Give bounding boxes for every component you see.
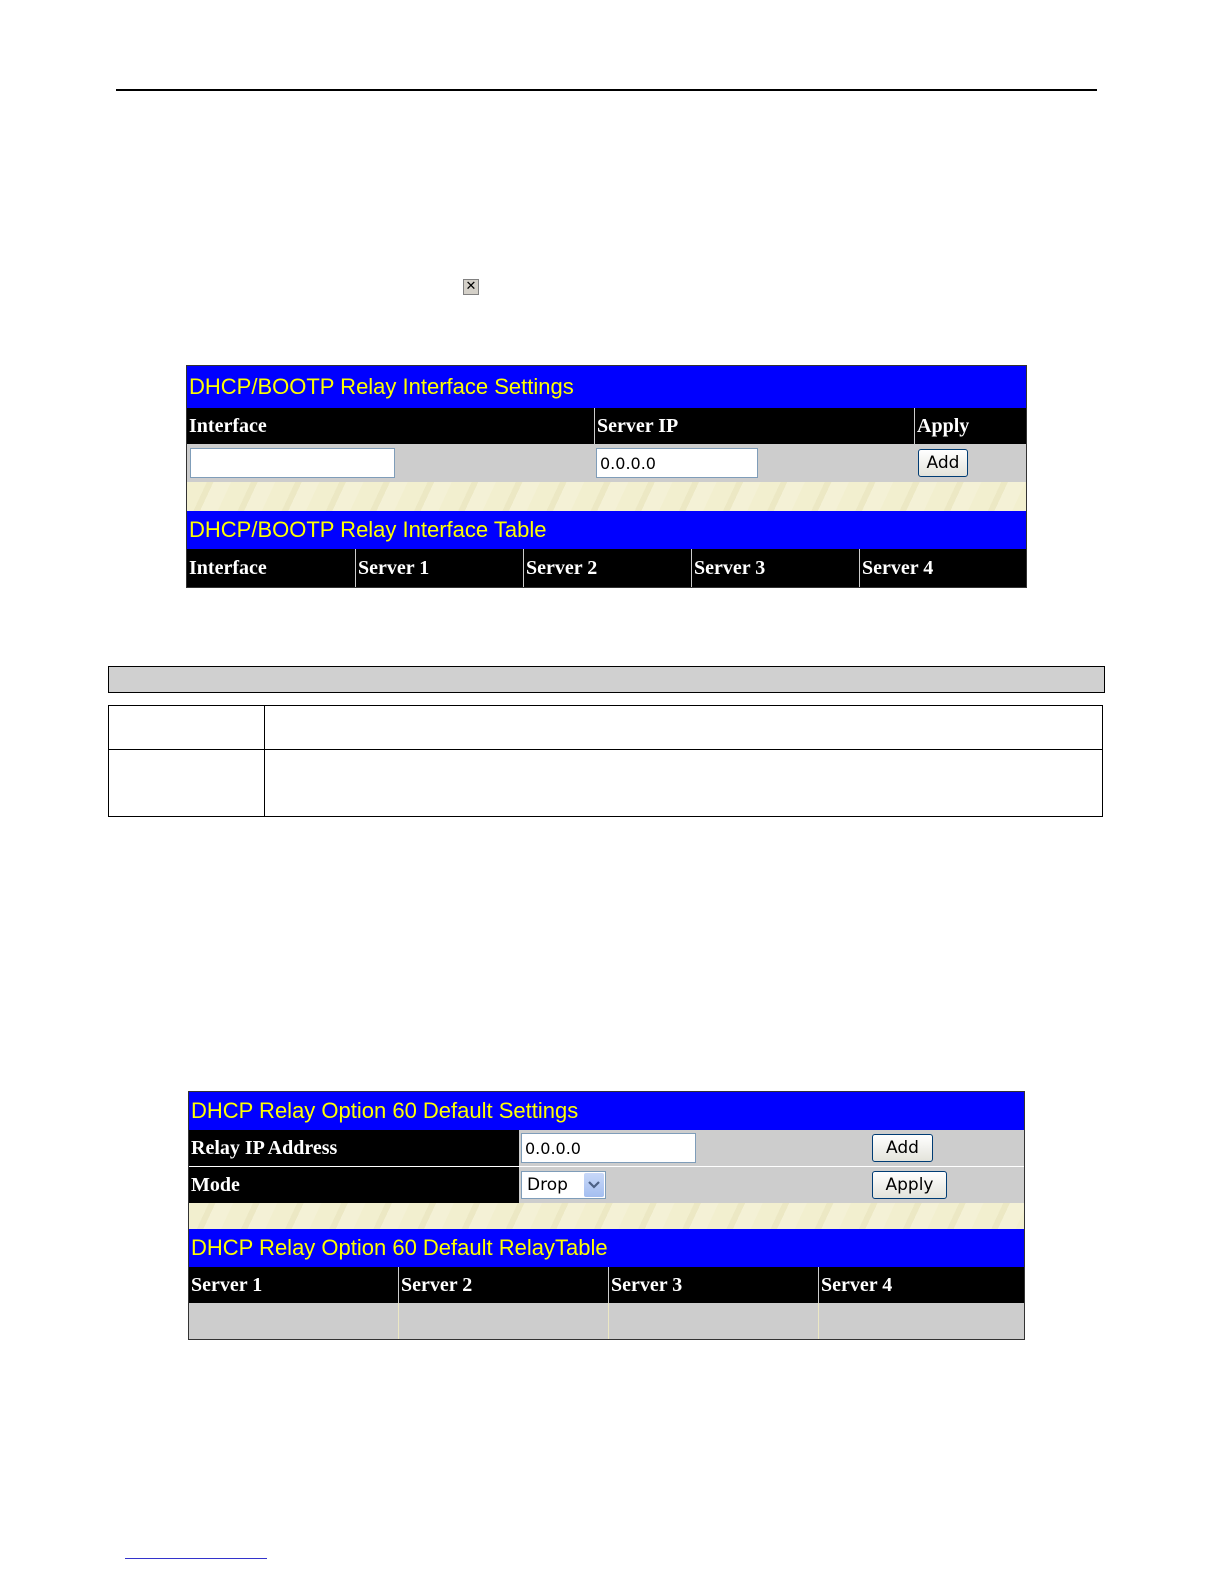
footer-link-underline: [125, 1558, 267, 1559]
header-apply: Apply: [914, 408, 1026, 444]
delete-icon: ✕: [463, 279, 479, 295]
interface-input[interactable]: [190, 448, 395, 478]
description-row-divider: [109, 749, 1102, 750]
chevron-down-icon[interactable]: [584, 1173, 604, 1197]
table-header-interface: Interface: [187, 549, 355, 587]
relay-interface-input-row: [187, 444, 1026, 482]
description-table-header: [108, 666, 1105, 693]
apply-button[interactable]: Apply: [872, 1171, 947, 1199]
option60-table-header: [189, 1229, 1024, 1267]
relay-interface-panel: [186, 365, 1027, 588]
mode-label: Mode: [189, 1167, 519, 1203]
add-button[interactable]: Add: [918, 449, 968, 477]
column-divider: [608, 1303, 609, 1339]
mode-row: [519, 1167, 1024, 1203]
description-column-divider: [264, 706, 265, 816]
page-header-rule: [116, 89, 1097, 91]
column-divider: [398, 1303, 399, 1339]
table-header-server-1: Server 1: [189, 1267, 398, 1303]
relay-interface-table-header: [187, 511, 1026, 549]
relay-interface-settings-title: DHCP/BOOTP Relay Interface Settings: [187, 366, 1026, 408]
table-header-server-4: Server 4: [818, 1267, 1024, 1303]
column-divider: [818, 1303, 819, 1339]
option60-settings-title: DHCP Relay Option 60 Default Settings: [189, 1092, 1024, 1130]
spacer-row: [187, 482, 1026, 511]
table-header-server-3: Server 3: [608, 1267, 818, 1303]
table-header-server-2: Server 2: [523, 549, 691, 587]
option60-table-title: DHCP Relay Option 60 Default RelayTable: [189, 1229, 1024, 1267]
table-header-server-4: Server 4: [859, 549, 1026, 587]
add-button[interactable]: Add: [872, 1134, 933, 1162]
mode-select-value: Drop: [527, 1175, 568, 1195]
description-table: [108, 705, 1103, 817]
option60-panel: [188, 1091, 1025, 1340]
table-header-server-1: Server 1: [355, 549, 523, 587]
option60-settings-header: [189, 1092, 1024, 1130]
spacer-row: [189, 1203, 1024, 1229]
relay-ip-input[interactable]: 0.0.0.0: [521, 1133, 696, 1163]
header-server-ip: Server IP: [594, 408, 914, 444]
relay-ip-label: Relay IP Address: [189, 1130, 519, 1166]
table-header-server-2: Server 2: [398, 1267, 608, 1303]
header-interface: Interface: [187, 408, 594, 444]
option60-empty-row: [189, 1303, 1024, 1339]
server-ip-input[interactable]: 0.0.0.0: [596, 448, 758, 478]
relay-interface-settings-header: [187, 366, 1026, 408]
mode-select[interactable]: [521, 1171, 606, 1199]
table-header-server-3: Server 3: [691, 549, 859, 587]
relay-interface-table-title: DHCP/BOOTP Relay Interface Table: [187, 511, 1026, 549]
relay-ip-row: [519, 1130, 1024, 1166]
